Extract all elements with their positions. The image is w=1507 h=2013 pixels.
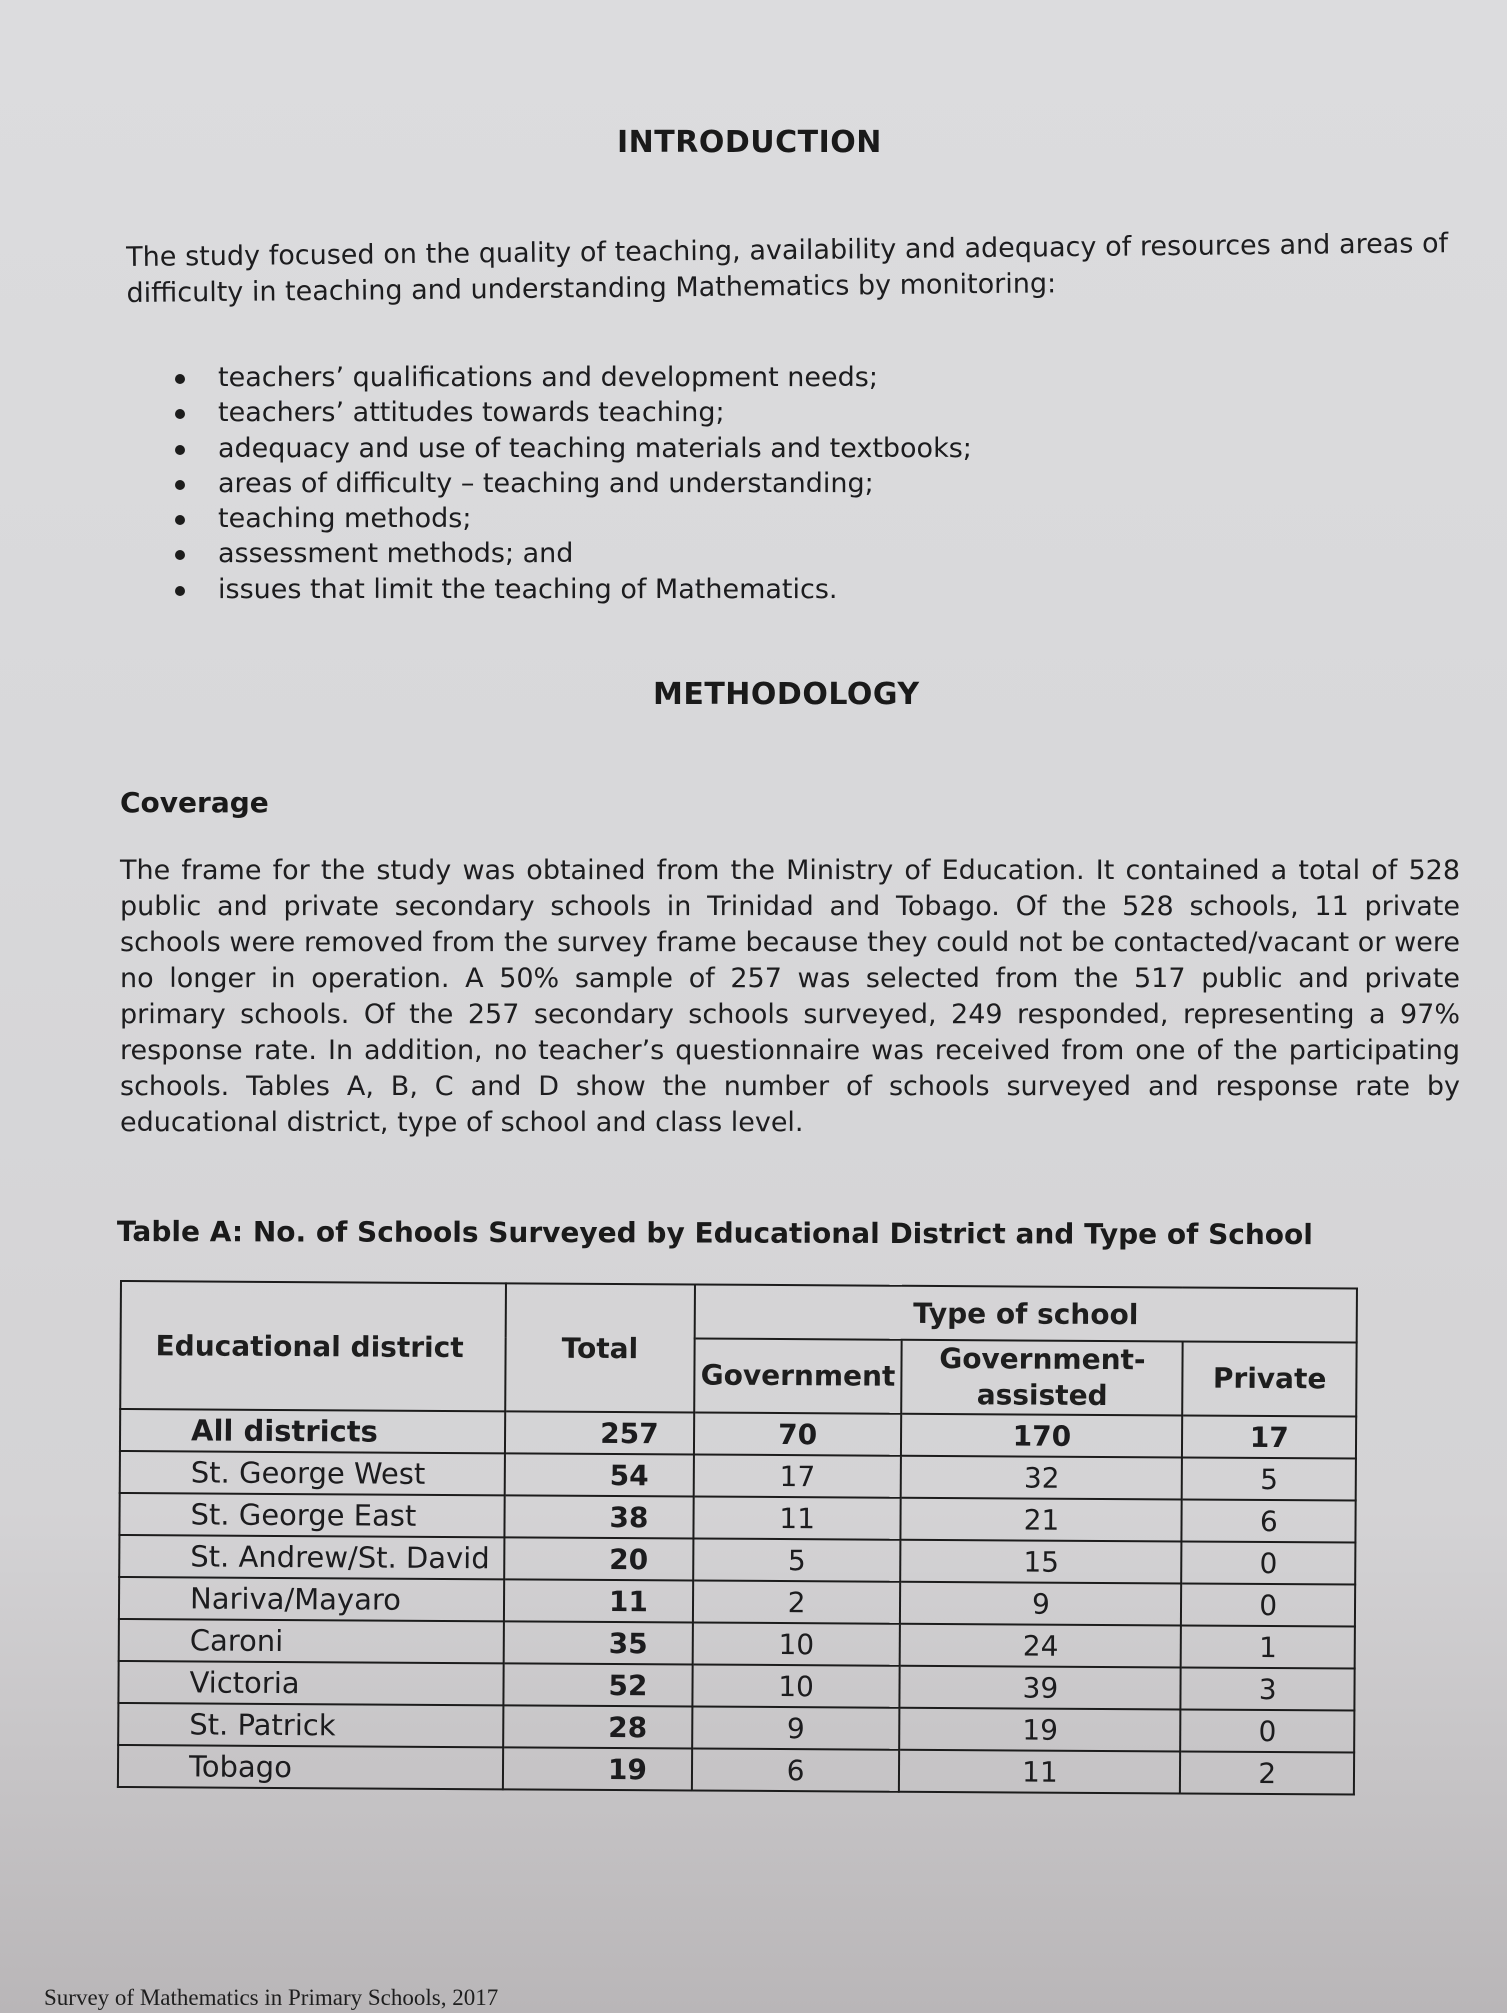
cell-district: St. George East xyxy=(119,1493,504,1537)
cell-private: 0 xyxy=(1181,1583,1355,1626)
cell-government: 10 xyxy=(692,1665,900,1708)
cell-government: 11 xyxy=(693,1497,901,1540)
table-row xyxy=(119,1535,1355,1585)
schools-surveyed-table xyxy=(117,1280,1358,1796)
methodology-heading: METHODOLOGY xyxy=(653,677,920,712)
cell-total: 54 xyxy=(505,1453,694,1496)
list-item-text: teachers’ qualifications and development needs; xyxy=(218,362,878,393)
table-row xyxy=(120,1451,1356,1501)
cell-government-assisted: 39 xyxy=(900,1666,1181,1710)
cell-district: St. Patrick xyxy=(118,1703,503,1747)
bullet-icon xyxy=(175,480,185,490)
cell-total: 257 xyxy=(505,1411,694,1454)
cell-private: 5 xyxy=(1182,1457,1356,1500)
table-row xyxy=(118,1703,1354,1753)
cell-total: 19 xyxy=(503,1747,692,1790)
list-item xyxy=(170,572,972,607)
header-total: Total xyxy=(505,1283,695,1412)
bullet-icon xyxy=(175,550,185,560)
monitoring-list xyxy=(170,360,972,607)
header-educational-district: Educational district xyxy=(120,1281,506,1411)
cell-government-assisted: 32 xyxy=(901,1456,1182,1500)
cell-government-assisted: 170 xyxy=(901,1414,1182,1458)
introduction-paragraph: The study focused on the quality of teaching, availability and adequacy of resources and areas of difficulty in teaching and understanding Mathematics by monitoring: xyxy=(126,228,1449,309)
header-private: Private xyxy=(1183,1341,1357,1416)
header-government-assisted: Government-assisted xyxy=(902,1340,1184,1416)
cell-total: 35 xyxy=(504,1621,693,1664)
coverage-paragraph: The frame for the study was obtained from the Ministry of Education. It contained a total of 528 public and private secondary schools in Trinidad and Tobago. Of the 528 schools, 11 private schools were removed from the survey frame because they could not be contacted/vacant or were no longer in operation. A 50% sample of 257 was selected from the 517 public and private primary schools. Of the 257 secondary schools surveyed, 249 responded, representing a 97% response rate. In addition, no teacher’s questionnaire was received from one of the participating schools. Tables A, B, C and D show the number of schools surveyed and response rate by educational district, type of school and class level. xyxy=(120,855,1460,1138)
cell-private: 0 xyxy=(1181,1709,1355,1752)
list-item-text: teaching methods; xyxy=(218,503,472,535)
cell-total: 20 xyxy=(504,1537,693,1580)
bullet-icon xyxy=(175,586,185,596)
list-item-text: issues that limit the teaching of Mathematics. xyxy=(218,573,838,605)
cell-government-assisted: 9 xyxy=(900,1582,1181,1626)
cell-government-assisted: 11 xyxy=(899,1750,1180,1794)
list-item xyxy=(170,501,972,536)
cell-district: Nariva/Mayaro xyxy=(119,1577,504,1621)
list-item xyxy=(170,466,972,501)
list-item-text: adequacy and use of teaching materials and textbooks; xyxy=(218,432,972,464)
table-row xyxy=(118,1745,1354,1795)
bullet-icon xyxy=(175,515,185,525)
cell-total: 52 xyxy=(503,1663,692,1706)
cell-private: 1 xyxy=(1181,1625,1355,1668)
header-type-of-school: Type of school xyxy=(695,1285,1357,1343)
cell-private: 2 xyxy=(1180,1751,1354,1794)
cell-district: St. George West xyxy=(120,1451,505,1495)
header-government: Government xyxy=(694,1339,902,1414)
list-item xyxy=(170,431,972,466)
list-item-text: areas of difficulty – teaching and understanding; xyxy=(218,467,874,499)
cell-government: 10 xyxy=(693,1623,901,1666)
table-header-row xyxy=(121,1281,1357,1343)
cell-district: All districts xyxy=(120,1409,505,1453)
cell-government: 17 xyxy=(694,1455,902,1498)
cell-government: 70 xyxy=(694,1413,902,1456)
cell-private: 17 xyxy=(1182,1415,1356,1458)
cell-private: 6 xyxy=(1182,1499,1356,1542)
bullet-icon xyxy=(175,445,185,455)
cell-government-assisted: 24 xyxy=(900,1624,1181,1668)
list-item-text: assessment methods; and xyxy=(218,538,574,570)
cell-district: Victoria xyxy=(118,1661,503,1705)
table-row xyxy=(118,1661,1354,1711)
cell-total: 11 xyxy=(504,1579,693,1622)
table-row xyxy=(119,1619,1355,1669)
cell-government-assisted: 15 xyxy=(900,1540,1181,1584)
cell-private: 3 xyxy=(1181,1667,1355,1710)
table-row xyxy=(120,1409,1356,1459)
introduction-heading: INTRODUCTION xyxy=(617,125,882,160)
page-footer: Survey of Mathematics in Primary Schools, 2017 xyxy=(44,1985,499,2010)
cell-government-assisted: 21 xyxy=(901,1498,1182,1542)
cell-government: 5 xyxy=(693,1539,901,1582)
cell-total: 38 xyxy=(504,1495,693,1538)
cell-government: 2 xyxy=(693,1581,901,1624)
cell-total: 28 xyxy=(503,1705,692,1748)
cell-government: 9 xyxy=(692,1707,900,1750)
cell-private: 0 xyxy=(1182,1541,1356,1584)
table-row xyxy=(119,1577,1355,1627)
coverage-heading: Coverage xyxy=(120,786,269,819)
list-item xyxy=(170,395,972,430)
list-item xyxy=(170,536,972,571)
cell-district: Caroni xyxy=(119,1619,504,1663)
table-caption: Table A: No. of Schools Surveyed by Educational District and Type of School xyxy=(116,1215,1313,1252)
cell-government: 6 xyxy=(692,1749,900,1792)
bullet-icon xyxy=(175,409,185,419)
bullet-icon xyxy=(175,374,185,384)
cell-government-assisted: 19 xyxy=(899,1708,1180,1752)
list-item-text: teachers’ attitudes towards teaching; xyxy=(218,397,725,429)
table-row xyxy=(119,1493,1355,1543)
list-item xyxy=(170,360,972,395)
cell-district: St. Andrew/St. David xyxy=(119,1535,504,1579)
cell-district: Tobago xyxy=(118,1745,503,1789)
